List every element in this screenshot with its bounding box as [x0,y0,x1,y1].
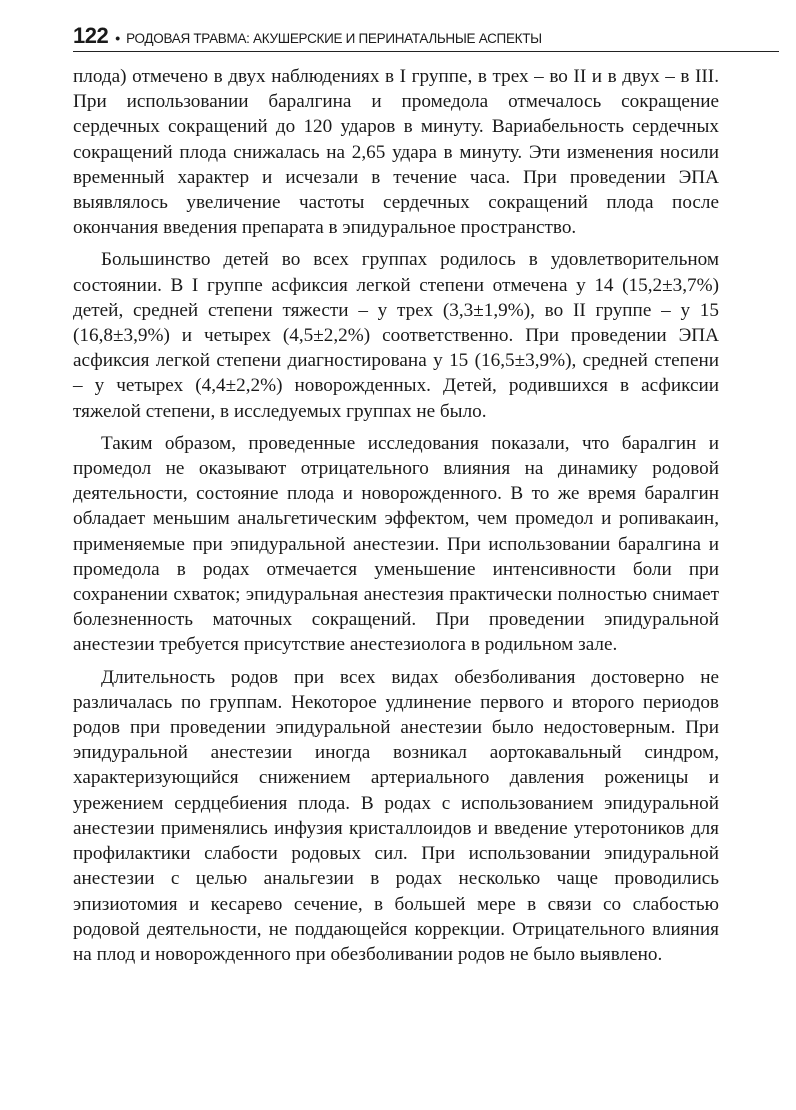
header-bullet: • [115,30,121,46]
body-text [73,64,719,967]
paragraph-continuation: плода) отмечено в двух наблюдениях в I группе, в трех – во II и в двух – в III. При использовании баралгина и промедола отмечалось сокращение сердечных сокращений до 120 ударов в минуту. Вариабельность сердечных сокращений плода снижалась на 2,65 удара в минуту. Эти изменения носили временный характер и исчезали в течение часа. При проведении ЭПА выявлялось увеличение частоты сердечных сокращений плода после окончания введения препарата в эпидуральное пространство. [73,66,719,239]
page-number: 122 [73,23,109,48]
running-header-title: РОДОВАЯ ТРАВМА: АКУШЕРСКИЕ И ПЕРИНАТАЛЬНЫЕ АСПЕКТЫ [126,30,542,46]
running-header [73,22,779,52]
paragraph-labor-duration: Длительность родов при всех видах обезболивания достоверно не различалась по группам. Некоторое удлинение первого и второго периодов родов при проведении эпидуральной анестезии было недостоверным. При эпидуральной анестезии иногда возникал аортокавальный синдром, характеризующийся снижением артериального давления роженицы и урежением сердцебиения плода. В родах с использованием эпидуральной анестезии применялись инфузия кристаллоидов и введение утеротоников для профилактики слабости родовых сил. При использовании эпидуральной анестезии с целью анальгезии в родах несколько чаще проводились эпизиотомия и кесарево сечение, в большей мере в связи со слабостью родовой деятельности, не поддающейся коррекции. Отрицательного влияния на плод и новорожденного при обезболивании родов не было выявлено. [73,666,719,965]
paragraph-newborn-condition: Большинство детей во всех группах родилось в удовлетворительном состоянии. В I группе асфиксия легкой степени отмечена у 14 (15,2±3,7%) детей, средней степени тяжести – у трех (3,3±1,9%), во II группе – у 15 (16,8±3,9%) и четырех (4,5±2,2%) соответственно. При проведении ЭПА асфиксия легкой степени диагностирована у 15 (16,5±3,9%), средней степени – у четырех (4,4±2,2%) новорожденных. Детей, родившихся в асфиксии тяжелой степени, в исследуемых группах не было. [73,249,719,422]
paragraph-conclusion: Таким образом, проведенные исследования показали, что баралгин и промедол не оказывают отрицательного влияния на динамику родовой деятельности, состояние плода и новорожденного. В то же время баралгин обладает меньшим анальгетическим эффектом, чем промедол и ропивакаин, применяемые при эпидуральной анестезии. При использовании баралгина и промедола в родах отмечается уменьшение интенсивности боли при сохранении схваток; эпидуральная анестезия практически полностью снимает болезненность маточных сокращений. При проведении эпидуральной анестезии требуется присутствие анестезиолога в родильном зале. [73,432,719,656]
